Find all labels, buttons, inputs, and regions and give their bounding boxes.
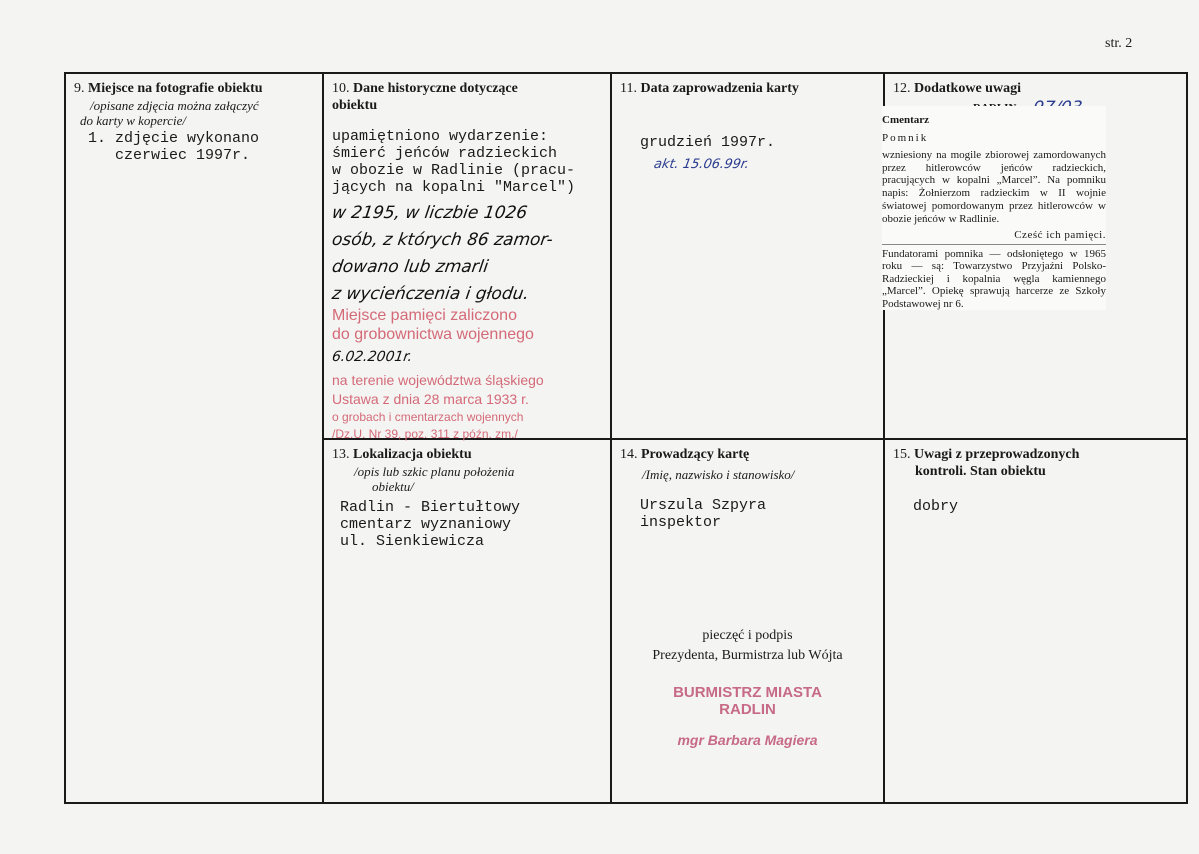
seal-signature: mgr Barbara Magiera	[677, 732, 818, 748]
handwritten-line: z wycieńczenia i głodu.	[330, 284, 531, 304]
section-10	[324, 74, 610, 441]
section-title: Data zaprowadzenia karty	[640, 81, 799, 96]
section-title: Dane historyczne dotyczące	[353, 81, 518, 96]
section-number: 14.	[620, 447, 638, 462]
object-state: dobry	[913, 498, 959, 515]
signature-caption-line: Prezydenta, Burmistrza lub Wójta	[652, 648, 843, 663]
section-9	[66, 74, 322, 804]
section-number: 9.	[74, 81, 85, 96]
clipping-heading: Cmentarz	[882, 114, 930, 126]
page-number: str. 2	[1105, 36, 1133, 51]
seal-line: BURMISTRZ MIASTA	[673, 684, 822, 701]
signature-caption	[612, 626, 883, 666]
stamp-line: /Dz.U. Nr 39, poz. 311 z późn. zm./	[332, 427, 518, 441]
clipping-paragraph: wzniesiony na mogile zbiorowej zamordowanych przez hitlerowców jeńców radzieckich, pracujących w kopalni „Marcel”. Na pomniku napis: Żołnierzom radzieckim w II wojnie światowej pomordowanym przez hitlerowców w obozie jeńców w Radlinie.	[882, 148, 1106, 225]
section-title: kontroli. Stan obiektu	[915, 464, 1046, 479]
stamp-handwritten-date: 6.02.2001r.	[330, 349, 414, 365]
section-11	[612, 74, 883, 438]
clipping-subheading: Pomnik	[882, 132, 929, 145]
stamp-line: do grobownictwa wojennego	[332, 326, 534, 343]
clipping-divider	[882, 244, 1106, 245]
update-date-handwritten: akt. 15.06.99r.	[652, 157, 751, 172]
clipping-paragraph: Fundatorami pomnika — odsłoniętego w 1965 roku — są: Towarzystwo Przyjaźni Polsko-Radzieckiej i kopalnia węgla kamiennego „Marcel”. Opiekę sprawują harcerze ze Szkoły Podstawowej nr 6.	[882, 248, 1106, 310]
section-15	[885, 440, 1188, 804]
handwritten-line: osób, z których 86 zamor-	[330, 230, 555, 250]
section-subtitle: /opisane zdjęcia można załączyć	[90, 98, 259, 113]
memorial-stamp	[332, 306, 602, 443]
stamp-line: o grobach i cmentarzach wojennych	[332, 410, 524, 424]
section-number: 10.	[332, 81, 350, 96]
handwritten-line: w 2195, w liczbie 1026	[330, 203, 529, 223]
section-subtitle: do karty w kopercie/	[80, 113, 187, 128]
section-14	[612, 440, 883, 804]
clipping-paragraph: Cześć ich pamięci.	[1014, 228, 1106, 241]
card-keeper: Urszula Szpyra inspektor	[640, 497, 767, 531]
section-title: Prowadzący kartę	[641, 447, 750, 462]
section-13	[324, 440, 610, 804]
seal-line: RADLIN	[719, 701, 776, 718]
section-number: 15.	[893, 447, 911, 462]
section-title: Dodatkowe uwagi	[914, 81, 1021, 96]
section-subtitle: obiektu/	[372, 479, 414, 494]
section-number: 12.	[893, 81, 911, 96]
section-number: 11.	[620, 81, 637, 96]
section-subtitle: /Imię, nazwisko i stanowisko/	[642, 467, 795, 482]
photo-entry: 1. zdjęcie wykonano czerwiec 1997r.	[88, 130, 260, 164]
section-title: obiektu	[332, 98, 378, 113]
card-date: grudzień 1997r.	[640, 134, 776, 151]
signature-caption-line: pieczęć i podpis	[702, 628, 793, 643]
stamp-line: Miejsce pamięci zaliczono	[332, 307, 517, 324]
stamp-line: Ustawa z dnia 28 marca 1933 r.	[332, 391, 529, 407]
handwritten-line: dowano lub zmarli	[330, 257, 490, 277]
section-subtitle: /opis lub szkic planu położenia	[354, 464, 515, 479]
section-title: Uwagi z przeprowadzonych	[914, 447, 1080, 462]
section-number: 13.	[332, 447, 350, 462]
mayor-seal	[612, 684, 883, 749]
section-title: Lokalizacja obiektu	[353, 447, 472, 462]
stamp-line: na terenie województwa śląskiego	[332, 372, 544, 388]
newspaper-clipping	[882, 106, 1106, 310]
historical-typed-text: upamiętniono wydarzenie: śmierć jeńców radzieckich w obozie w Radlinie (pracu- jących na kopalni "Marcel")	[332, 128, 576, 196]
location-text: Radlin - Biertułtowy cmentarz wyznaniowy ul. Sienkiewicza	[340, 499, 521, 550]
section-title: Miejsce na fotografie obiektu	[88, 81, 263, 96]
